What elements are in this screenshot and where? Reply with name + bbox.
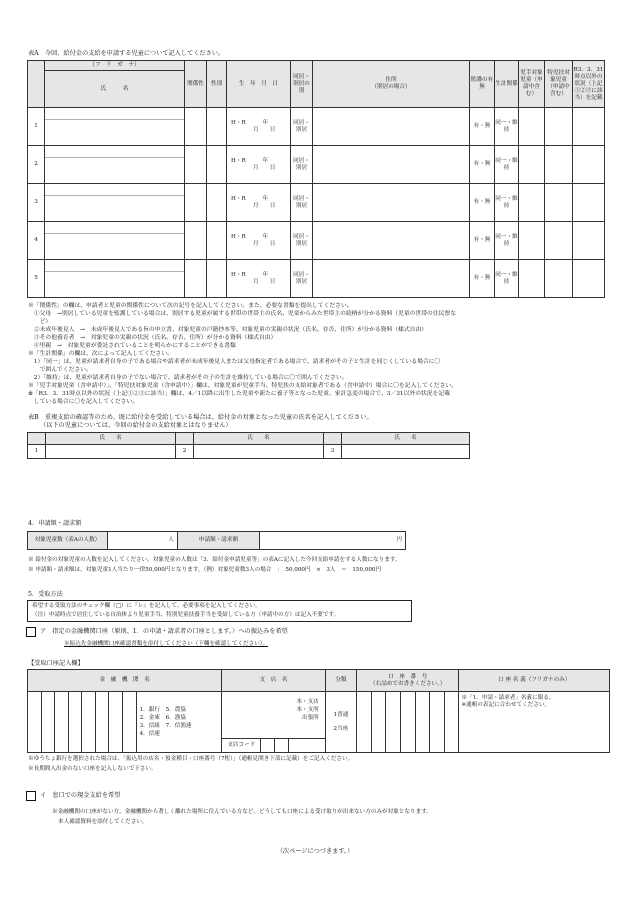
sex-cell[interactable] — [207, 222, 227, 260]
name-header: 氏 名 — [45, 71, 185, 108]
relation-cell[interactable] — [185, 108, 207, 146]
sex-cell[interactable] — [207, 108, 227, 146]
furigana-header: （フ リ ガ ナ） — [45, 61, 185, 71]
account-title: 【受取口座記入欄】 — [28, 660, 84, 667]
branch-field[interactable]: 本・支店 本・支所 出張所 支店コード — [222, 692, 325, 753]
dob-header: 生 年 月 日 — [227, 61, 291, 108]
cohab-cell[interactable]: 同居・別居 — [291, 260, 313, 298]
livelihood-cell[interactable]: 同一・維持 — [495, 260, 519, 298]
tableA-title: 表A 今回、給付金の支給を申請する児童について記入してください。 — [28, 50, 225, 57]
acct-digit[interactable] — [430, 692, 445, 753]
bank-type-list[interactable]: 1．銀行 5．農協 2．金庫 6．漁協 3．信組 7．信漁連 4．信連 — [136, 692, 222, 753]
tableB-title: 表B 重複支給の確認等のため、既に給付金を受給している場合は、給付金の対象となった児童の氏名を記入してください。 — [28, 414, 373, 421]
sex-cell[interactable] — [207, 146, 227, 184]
page-footer: （次ページにつづきます。） — [276, 848, 354, 855]
cohab-cell[interactable]: 同居・別居 — [291, 222, 313, 260]
livelihood-cell[interactable]: 同一・維持 — [495, 184, 519, 222]
name-cell[interactable] — [45, 260, 185, 298]
dob-cell[interactable]: H・R 年 月 日 — [227, 222, 291, 260]
address-cell[interactable] — [313, 108, 470, 146]
tableA-row: 1 H・R 年 月 日 同居・別居 有・無 同一・維持 — [28, 108, 605, 146]
custody-cell[interactable]: 有・無 — [470, 260, 495, 298]
tableB-name-field[interactable] — [342, 445, 470, 459]
relation-header: 関係性 — [185, 61, 207, 108]
count-label: 対象児童数（表Aの人数） — [28, 532, 108, 550]
dob-cell[interactable]: H・R 年 月 日 — [227, 146, 291, 184]
r3-header: R3．3．31時点以外の状況（上記①②③に該当）を記載 — [573, 61, 605, 108]
bank-digit[interactable] — [95, 692, 109, 753]
option-a-note: ※振込先金融機関口座確認書類を添付してください（下欄を確認してください）。 — [64, 641, 269, 647]
tableA — [27, 60, 605, 298]
option-i-label: イ 窓口での現金支給を希望 — [40, 792, 121, 799]
acct-digit[interactable] — [444, 692, 459, 753]
section5-title: 5．受取方法 — [28, 591, 63, 598]
number-header: 口 座 番 号 （右詰めでお書きください。） — [357, 670, 459, 692]
relation-cell[interactable] — [185, 184, 207, 222]
bank-digit[interactable] — [123, 692, 137, 753]
branch-header: 支 店 名 — [222, 670, 325, 692]
tableA-row: 5 H・R 年 月 日 同居・別居 有・無 同一・維持 — [28, 260, 605, 298]
tableA-row: 3 H・R 年 月 日 同居・別居 有・無 同一・維持 — [28, 184, 605, 222]
acct-digit[interactable] — [415, 692, 430, 753]
bank-digit[interactable] — [41, 692, 55, 753]
acct-type-field[interactable]: 1普通 2当座 — [325, 692, 356, 753]
dob-cell[interactable]: H・R 年 月 日 — [227, 184, 291, 222]
special-header: 特児扶対象児童（申請中含む） — [545, 61, 573, 108]
address-cell[interactable] — [313, 146, 470, 184]
relation-cell[interactable] — [185, 260, 207, 298]
branch-code-label: 支店コード — [222, 739, 261, 752]
dob-cell[interactable]: H・R 年 月 日 — [227, 260, 291, 298]
acct-digit[interactable] — [400, 692, 415, 753]
acct-digit[interactable] — [386, 692, 401, 753]
tableB-name-field[interactable] — [46, 445, 176, 459]
cohab-cell[interactable]: 同居・別居 — [291, 108, 313, 146]
custody-header: 監護の有無 — [470, 61, 495, 108]
custody-cell[interactable]: 有・無 — [470, 146, 495, 184]
cohab-header: 同居・別居の別 — [291, 61, 313, 108]
relation-cell[interactable] — [185, 146, 207, 184]
acct-digit[interactable] — [371, 692, 386, 753]
bank-digit[interactable] — [28, 692, 42, 753]
amount-table — [27, 531, 406, 550]
address-cell[interactable] — [313, 222, 470, 260]
name-cell[interactable] — [45, 222, 185, 260]
allowance-header: 児手対象児童（申請中含む） — [519, 61, 545, 108]
tableB: 氏 名 氏 名 氏 名 1 2 3 — [27, 432, 470, 459]
tableA-row: 2 H・R 年 月 日 同居・別居 有・無 同一・維持 — [28, 146, 605, 184]
tableA-row: 4 H・R 年 月 日 同居・別居 有・無 同一・維持 — [28, 222, 605, 260]
name-cell[interactable] — [45, 184, 185, 222]
section4-title: 4．申請額・請求額 — [28, 520, 82, 527]
account-table — [27, 669, 610, 753]
custody-cell[interactable]: 有・無 — [470, 184, 495, 222]
option-a-checkbox[interactable] — [26, 627, 36, 637]
form-page: 表A 今回、給付金の支給を申請する児童について記入してください。 （フ リ ガ ナ） 関係性 性別 生 年 月 日 同居・別居の別 住所 （別居の場合） 監護の有無 生計関係 児手対象児童（申請中含む） 特児扶対象児童（申請中含む） R3．3．31時点以外の状況（上記①②③に該当）を記載 氏 名 1 H・R 年 月 日 同居・別居 有・無 同一・維持 2 H・R 年 月 日 同居・別居 有・無 同一・維持 3 H・R 年 月 日 同居・別居 有・無 同一・維持 4 H・R 年 月 日 同居・別居 有・無 同一・維持 5 H・R 年 月 日 同居・別居 有・無 同一・維持 ※「関係性」の欄は、申請者と児童の関係性について次の記号を記入してください。また、必要な書類を提出してください。 ①父母 →別居している児童を監護している場合は、別居する児童が属する世帯の世帯主の氏名、児童からみた世帯主の続柄が分かる資料（児童の世帯の住民票な ど） ②未成年後見人 → 未成年後見人である旨の申立書、対象児童の戸籍抄本等、対象児童の実親の状況（氏名、存否、住所）が分かる資料（様式自由） ③その他養育者 → 対象児童の実親の状況（氏名、存否、住所）が分かる資料（様式自由） ④里親 → 対象児童が委託されていることを明らかにすることができる書類 ※「生計関係」の欄は、次によって記入してください。 1）「同一」は、児童が請求者自身の子である場合や請求者が未成年後見人または父母指定者である場合で、請求者がその子と生計を同じくしている場合に〇 で囲んでください。 2）「維持」は、児童が請求者自身の子でない場合で、請求者がその子の生計を維持している場合に〇で囲んでください。 ※「児手対象児童（含申請中）」、「特児扶対象児童（含申請中）」欄は、対象児童が児童手当、特児扶の支給対象者である（含申請中）場合に〇を記入してください。 ※「R3．3．31時点以外の状況（上記①②③に該当）」欄は、4／1以降に出生した児童や新たに養子等となった児童、家計急変の場合で、3／31以外の状況を記載 している場合に〇を記入してください。 表B 重複支給の確認等のため、既に給付金を受給している場合は、給付金の対象となった児童の氏名を記入してください。 （以下の児童については、今回の給付金の支給対象とはなりません） 氏 名 氏 名 氏 名 1 2 3 4．申請額・請求額 対象児童数（表Aの人数） 人 申請額・請求額 円 ※ 給付金の対象児童の人数を記入してください。対象児童の人数は「3．給付金申請児童等」の表Aに記入した今回支給申請をする人数になります。 ※ 申請額・請求額は、対象児童1人当たり一律50,000円となります。（例）対象児童数3人の場合 ： 50,000円 × 3人 ＝ 150,000円 5．受取方法 希望する受取方法のチェック欄（□）に『レ』を記入して、必要事項を記入してください。 （注）申請時点で居住している自治体より児童手当、特別児童扶養手当を受給している方（申請中の方）は記入不要です。 ア 指定の金融機関口座（原則、1．の申請・請求者の口座とします。）への振込みを希望 ※振込先金融機関口座確認書類を添付してください（下欄を確認してください）。 【受取口座記入欄】 金 融 機 関 名 支 店 名 分類 口 座 番 号 （右詰めでお書きください。） 口 座 名 義（フリガナのみ） 1．銀行 5．農協 2．金庫 6．漁協 3．信組 7．信漁連 4．信連 本・支店 本・支所 出張所 支店コード 1普通 2当座 ※「1．申請・請求者」名義に限る。 ※通帳の表記に合わせてください。 ※ゆうちょ銀行を選択された場合は、「振込用の店名・預金種目・口座番号（7桁）」（通帳見開き下部に記載）をご記入ください。 ※長期間入出金のない口座を記入しないで下さい。 イ 窓口での現金支給を希望 ※金融機関の口座がない方、金融機関から著しく離れた場所に住んでいる方など、どうしても口座による受け取りが出来ない方のみが対象となります。 本人確認資料を添付してください。 （次ページにつづきます。） — [0, 0, 630, 902]
amount-label: 申請額・請求額 — [178, 532, 260, 550]
livelihood-header: 生計関係 — [495, 61, 519, 108]
address-cell[interactable] — [313, 260, 470, 298]
cohab-cell[interactable]: 同居・別居 — [291, 146, 313, 184]
sex-cell[interactable] — [207, 184, 227, 222]
acct-digit[interactable] — [357, 692, 372, 753]
address-cell[interactable] — [313, 184, 470, 222]
relation-cell[interactable] — [185, 222, 207, 260]
amount-field[interactable]: 円 — [260, 532, 406, 550]
option-i-checkbox[interactable] — [26, 791, 36, 801]
option-a-label: ア 指定の金融機関口座（原則、1．の申請・請求者の口座とします。）への振込みを希望 — [40, 628, 288, 635]
bank-digit[interactable] — [109, 692, 123, 753]
bank-digit[interactable] — [68, 692, 82, 753]
cohab-cell[interactable]: 同居・別居 — [291, 184, 313, 222]
sex-header: 性別 — [207, 61, 227, 108]
bank-digit[interactable] — [55, 692, 69, 753]
livelihood-cell[interactable]: 同一・維持 — [495, 146, 519, 184]
bank-digit[interactable] — [82, 692, 96, 753]
sex-cell[interactable] — [207, 260, 227, 298]
custody-cell[interactable]: 有・無 — [470, 222, 495, 260]
address-header: 住所 （別居の場合） — [313, 61, 470, 108]
name-cell[interactable] — [45, 146, 185, 184]
tableB-subtitle: （以下の児童については、今回の給付金の支給対象とはなりません） — [40, 422, 232, 429]
name-cell[interactable] — [45, 108, 185, 146]
type-header: 分類 — [325, 670, 356, 692]
livelihood-cell[interactable]: 同一・維持 — [495, 108, 519, 146]
holder-field[interactable]: ※「1．申請・請求者」名義に限る。 ※通帳の表記に合わせてください。 — [459, 692, 610, 753]
instruction-box: 希望する受取方法のチェック欄（□）に『レ』を記入して、必要事項を記入してください。 （注）申請時点で居住している自治体より児童手当、特別児童扶養手当を受給している方（申請中の方）は記入不要です。 — [27, 600, 412, 622]
custody-cell[interactable]: 有・無 — [470, 108, 495, 146]
bank-header: 金 融 機 関 名 — [28, 670, 222, 692]
holder-header: 口 座 名 義（フリガナのみ） — [459, 670, 610, 692]
tableB-name-field[interactable] — [194, 445, 324, 459]
dob-cell[interactable]: H・R 年 月 日 — [227, 108, 291, 146]
livelihood-cell[interactable]: 同一・維持 — [495, 222, 519, 260]
count-field[interactable]: 人 — [108, 532, 178, 550]
